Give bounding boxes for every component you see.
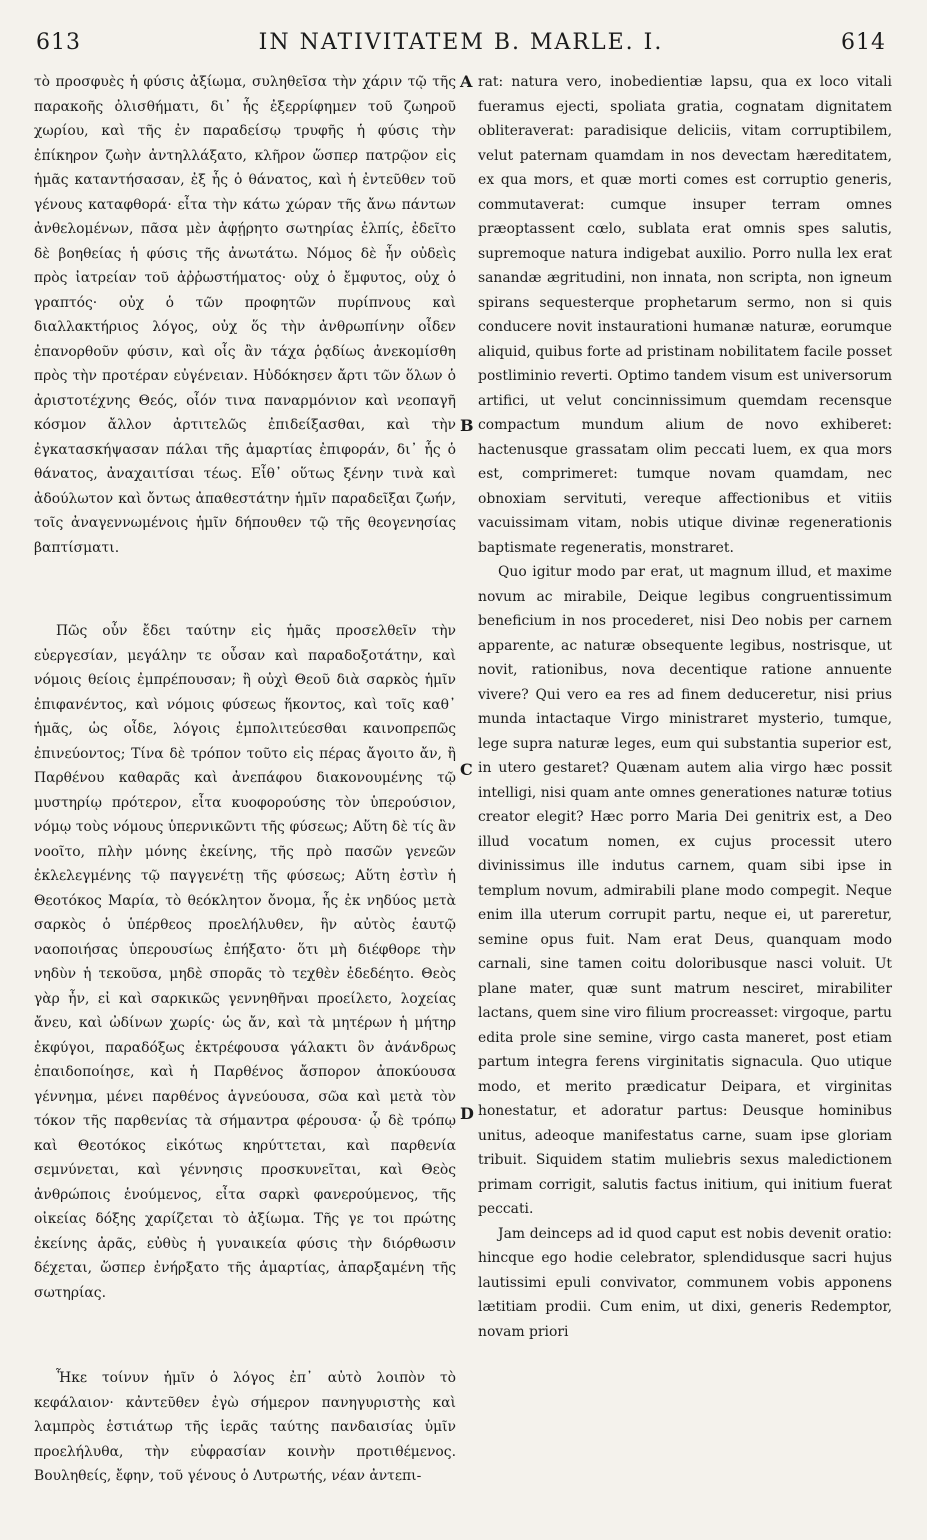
latin-paragraph-2: Quo igitur modo par erat, ut magnum illud, et maxime novum ac mirabile, Deique legibus congruentissimum beneficium in nos procederet, nisi Deo nobis per carnem apparente, ac naturæ obsequente legibus, nostrisque, ut novit, rationibus, nova decentique ratione annuente vivere? Qui vero ea res ad finem deduceretur, nisi prius munda intactaque Virgo ministraret mysterio, tumque, lege supra naturæ leges, eum qui substantia superior est, in utero gestaret? Quænam autem alia virgo hæc possit intelligi, nisi quam ante omnes generationes naturæ totius creator elegit? Hæc porro Maria Dei genitrix est, a Deo illud vocatum nomen, ex cujus processit utero divinissimus ille indutus carnem, quam sibi ipse in templum novum, admirabili plane modo compegit. Neque enim illa uterum corrupit partu, neque ei, ut pareretur, semine opus fuit. Nam erat Deus, quanquam modo carnali, sine tamen coitu doloribusque nasci voluit. Ut plane mater, quæ sunt matrum nesciret, mirabiliter lactans, quem sine viro filium procreasset: virgoque, partu edita prole sine semine, virgo casta maneret, post etiam partum integra ferens virginitatis signacula. Quo utique modo, et merito prædicatur Deipara, et virginitas honestatur, et adoratur partus: Deusque hominibus unitus, adeoque manifestatus carne, suam ipse gloriam tribuit. Siquidem statim muliebris sexus maledictionem primam corrigit, salutis factus initium, qui initium fuerat peccati. <box>478 564 892 1217</box>
latin-paragraph-1: rat: natura vero, inobedientiæ lapsu, qua ex loco vitali fueramus ejecti, spoliata gratia, cognatam dignitatem obliteraverat: paradisique deliciis, vitam corruptibilem, velut paternam quamdam in nos devectam hæreditatem, ex qua mors, et quæ morti comes est corruptio generis, commutaverat: cumque insuper terram omnes præoptassent cœlo, sublata erat omnis spes salutis, supremoque natura indigebat auxilio. Porro nulla lex erat sanandæ ægritudini, non innata, non scripta, non igneum spirans sequesterque prophetarum sermo, non si quis conducere novit instaurationi humanæ naturæ, eorumque aliquid, quibus forte ad pristinam nobilitatem facile posset postliminio reverti. Optimo tandem visum est universorum artifici, ut velut concinnissimum quemdam recensque compactum mundum alium de novo exhiberet: hactenusque grassatam olim peccati luem, ex qua mors est, comprimeret: tumque novam quamdam, nec obnoxiam servituti, vereque affectionibus et vitiis vacuissimam vitam, nobis utique divinæ regenerationis baptismate regeneratis, monstraret. <box>478 74 892 556</box>
right-page-number: 614 <box>841 30 886 55</box>
section-marker-d: D <box>460 1104 474 1123</box>
section-marker-c: C <box>460 760 473 779</box>
greek-paragraph-1: τὸ προσφυὲς ἡ φύσις ἀξίωμα, συληθεῖσα τὴν χάριν τῷ τῆς παρακοῆς ὀλισθήματι, δι᾽ ἧς ἐξερρίφημεν τοῦ ζωηροῦ χωρίου, καὶ τῆς ἐν παραδείσῳ τρυφῆς ἡ φύσις τὴν ἐπίκηρον ζωὴν ἀντηλλάξατο, κλῆρον ὥσπερ πατρῷον εἰς ἡμᾶς καταντήσασαν, ἐξ ἧς ὁ θάνατος, καὶ ἡ ἐντεῦθεν τοῦ γένους καταφθορά· εἶτα τὴν κάτω χώραν τῆς ἄνω πάντων ἀνθελομένων, πᾶσα μὲν ἀφῄρητο σωτηρίας ἐλπίς, ἐδεῖτο δὲ βοηθείας ἡ φύσις τῆς ἀνωτάτω. Νόμος δὲ ἦν οὐδεὶς πρὸς ἰατρείαν τοῦ ἀῤῥωστήματος· οὐχ ὁ ἔμφυτος, οὐχ ὁ γραπτός· οὐχ ὁ τῶν προφητῶν πυρίπνους καὶ διαλλακτήριος λόγος, οὐχ ὅς τὴν ἀνθρωπίνην οἶδεν ἐπανορθοῦν φύσιν, καὶ οἷς ἂν τάχα ῥᾳδίως ἀνεκομίσθη πρὸς τὴν προτέραν εὐγένειαν. Ηὐδόκησεν ἄρτι τῶν ὅλων ὁ ἀριστοτέχνης Θεός, οἷόν τινα παναρμόνιον καὶ νεοπαγῆ κόσμον ἄλλον ἀρτιτελῶς ἐπιδείξασθαι, καὶ τὴν ἐγκατασκήψασαν πάλαι τῆς ἁμαρτίας ἐπιφοράν, δι᾽ ἧς ὁ θάνατος, ἀναχαιτίσαι τέως. Εἶθ᾽ οὕτως ξένην τινὰ καὶ ἀδούλωτον καὶ ὄντως ἀπαθεστάτην ἡμῖν παραδεῖξαι ζωήν, τοῖς ἀναγεννωμένοις ἡμῖν δήπουθεν τῷ τῆς θεογενησίας βαπτίσματι. <box>34 74 456 556</box>
greek-paragraph-3: Ἧκε τοίνυν ἡμῖν ὁ λόγος ἐπ᾽ αὐτὸ λοιπὸν τὸ κεφάλαιον· κἀντεῦθεν ἐγὼ σήμερον πανηγυριστὴς καὶ λαμπρὸς ἑστιάτωρ τῆς ἱερᾶς ταύτης πανδαισίας ὑμῖν προελήλυθα, τὴν εὐφρασίαν κοινὴν προτιθέμενος. Βουληθείς, ἔφην, τοῦ γένους ὁ Λυτρωτής, νέαν ἀντεπι- <box>34 1370 456 1484</box>
running-title: IN NATIVITATEM B. MARLE. I. <box>258 30 664 55</box>
section-marker-a: A <box>460 72 473 91</box>
section-marker-b: B <box>460 416 474 435</box>
left-page-number: 613 <box>36 30 81 55</box>
latin-column <box>478 70 892 1344</box>
page-header <box>30 30 892 70</box>
greek-paragraph-2: Πῶς οὖν ἔδει ταύτην εἰς ἡμᾶς προσελθεῖν τὴν εὐεργεσίαν, μεγάλην τε οὖσαν καὶ παραδοξοτάτην, καὶ νόμοις θείοις ἐμπρέπουσαν; ἢ οὐχὶ Θεοῦ διὰ σαρκὸς ἡμῖν ἐπιφανέντος, καὶ νόμοις φύσεως ἥκοντος, καὶ τοῖς καθ᾽ ἡμᾶς, ὡς οἶδε, λόγοις ἐμπολιτεύεσθαι καινοπρεπῶς ἐπινεύοντος; Τίνα δὲ τρόπον τοῦτο εἰς πέρας ἄγοιτο ἄν, ἢ Παρθένου καθαρᾶς καὶ ἀνεπάφου διακονουμένης τῷ μυστηρίῳ πρότερον, εἶτα κυοφορούσης τὸν ὑπερούσιον, νόμῳ τοὺς νόμους ὑπερνικῶντι τῆς φύσεως; Αὕτη δὲ τίς ἂν νοοῖτο, πλὴν μόνης ἐκείνης, τῆς πρὸ πασῶν γενεῶν ἐκλελεγμένης τῷ παγγενέτῃ τῆς φύσεως; Αὕτη ἐστὶν ἡ Θεοτόκος Μαρία, τὸ θεόκλητον ὄνομα, ἧς ἐκ νηδύος μετὰ σαρκὸς ὁ ὑπέρθεος προελήλυθεν, ἣν αὐτὸς ἑαυτῷ ναοποιήσας ὑπερουσίως ἐπήξατο· ὅτι μὴ διέφθορε τὴν νηδὺν ἡ τεκοῦσα, μηδὲ σπορᾶς τὸ τεχθὲν ἐδεδέητο. Θεὸς γὰρ ἦν, εἰ καὶ σαρκικῶς γεννηθῆναι προείλετο, λοχείας ἄνευ, καὶ ὠδίνων χωρίς· ὡς ἄν, καὶ τὰ μητέρων ἡ μήτηρ ἐκφύγοι, παραδόξως ἐκτρέφουσα γάλακτι ὃν ἀνάνδρως ἐπαιδοποίησε, καὶ ἡ Παρθένος ἄσπορον ἀποκύουσα γέννημα, μένει παρθένος ἁγνεύουσα, σῶα καὶ μετὰ τὸν τόκον τῆς παρθενίας τὰ σήμαντρα φέρουσα· ᾧ δὲ τρόπῳ καὶ Θεοτόκος εἰκότως κηρύττεται, καὶ παρθενία σεμνύνεται, καὶ γέννησις προσκυνεῖται, καὶ Θεὸς ἀνθρώποις ἑνούμενος, εἶτα σαρκὶ φανερούμενος, τῆς οἰκείας δόξης χαρίζεται τὸ ἀξίωμα. Τῆς γε τοι πρώτης ἐκείνης ἀρᾶς, εὐθὺς ἡ γυναικεία φύσις τὴν διόρθωσιν δέχεται, ὥσπερ ἐνήρξατο τῆς ἁμαρτίας, ἀπαρξαμένη τῆς σωτηρίας. <box>34 623 456 1301</box>
greek-column <box>34 70 456 1489</box>
latin-paragraph-3: Jam deinceps ad id quod caput est nobis devenit oratio: hincque ego hodie celebrator, splendidusque sacri hujus lautissimi epuli convivator, communem vobis apponens lætitiam prodii. Cum enim, ut dixi, generis Redemptor, novam priori <box>478 1225 892 1340</box>
